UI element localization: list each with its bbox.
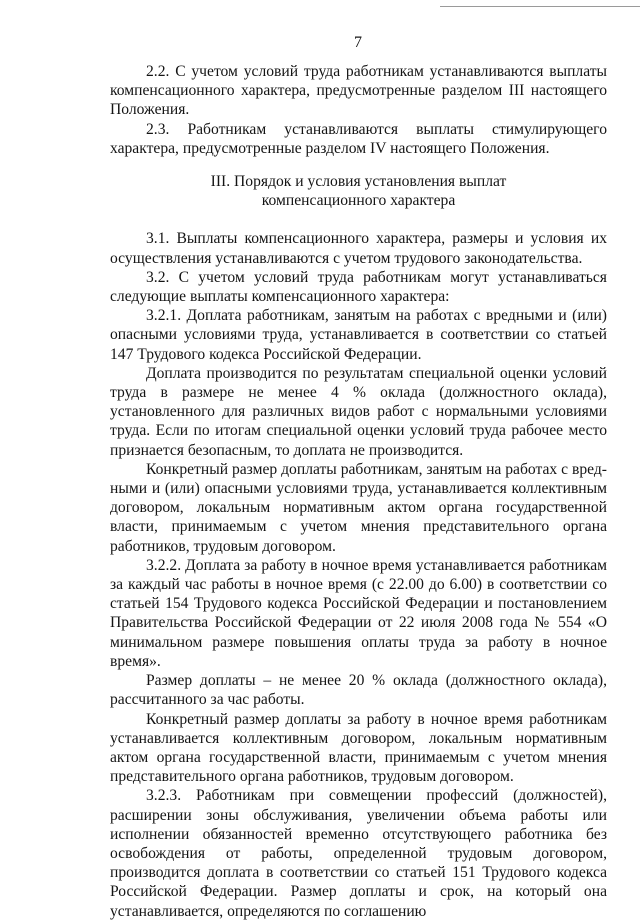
paragraph-3-2-1: 3.2.1. Доплата работникам, занятым на работах с вредными и (или) опасными условиями труда, устанавливается в соответствии со статьей 147 Трудового кодекса Российской Федерации. — [110, 307, 607, 363]
paragraph-3-2-3: 3.2.3. Работникам при совмещении профессий (должностей), расширении зоны обслуживания, увеличении объема работы или исполнении обязанностей временно отсутствующего работника без освобождения от работы, определенной трудовым договором, производится доплата в соответствии со статьей 151 Трудового кодекса Российской Федерации. Размер доплаты и срок, на который она устанавливается, определяются по соглашению — [110, 787, 607, 920]
paragraph-3-2-2-size: Размер доплаты – не менее 20 % оклада (должностного оклада), рассчитанного за час работы. — [110, 672, 607, 709]
paragraph-2-3: 2.3. Работникам устанавливаются выплаты стимулирующего характера, предусмотренные разделом IV настоящего Положения. — [110, 120, 607, 157]
section-heading-line-1: III. Порядок и условия установления выплат — [210, 173, 507, 191]
paragraph-3-2-1-payment-basis: Доплата производится по результатам специальной оценки условий труда в размере не менее 4 % оклада (должностного оклада), установленного для различных видов работ с нормальными условиями труда. Если по итогам специальной оценки условий труда рабочее место признается безопасным, то доплата не производится. — [110, 364, 607, 459]
document-body — [110, 62, 607, 921]
page-number: 7 — [354, 34, 362, 51]
section-heading — [110, 172, 607, 210]
paragraph-3-2: 3.2. С учетом условий труда работникам могут устанавливаться следующие выплаты компенсационного характера: — [110, 268, 607, 306]
top-edge-line — [440, 6, 640, 7]
paragraph-3-2-2: 3.2.2. Доплата за работу в ночное время устанавливается работникам за каждый час работы в ночное время (с 22.00 до 6.00) в соответствии со статьей 154 Трудового кодекса Российской Федерации и постановлением Правительства Российской Федерации от 22 июля 2008 года № 554 «О минимальном размере повышения оплаты труда за работу в ночное время». — [110, 556, 607, 670]
paragraph-3-1: 3.1. Выплаты компенсационного характера, размеры и условия их осуществления устанавливаются с учетом трудового законодательства. — [110, 230, 607, 267]
paragraph-3-2-1-specific-size: Конкретный размер доплаты работникам, занятым на работах с вредными и (или) опасными условиями труда, устанавливается коллективным договором, локальным нормативным актом органа государственной власти, принимаемым с учетом мнения представительного органа работников, трудовым договором. — [110, 460, 607, 555]
paragraph-2-2: 2.2. С учетом условий труда работникам устанавливаются выплаты компенсационного характера, предусмотренные разделом III настоящего Положения. — [110, 63, 607, 119]
paragraph-3-2-2-specific-size: Конкретный размер доплаты за работу в ночное время работникам устанавливается коллективным договором, локальным нормативным актом органа государственной власти, принимаемым с учетом мнения представительного органа работников, трудовым договором. — [110, 710, 607, 786]
section-heading-line-2: компенсационного характера — [261, 192, 456, 210]
